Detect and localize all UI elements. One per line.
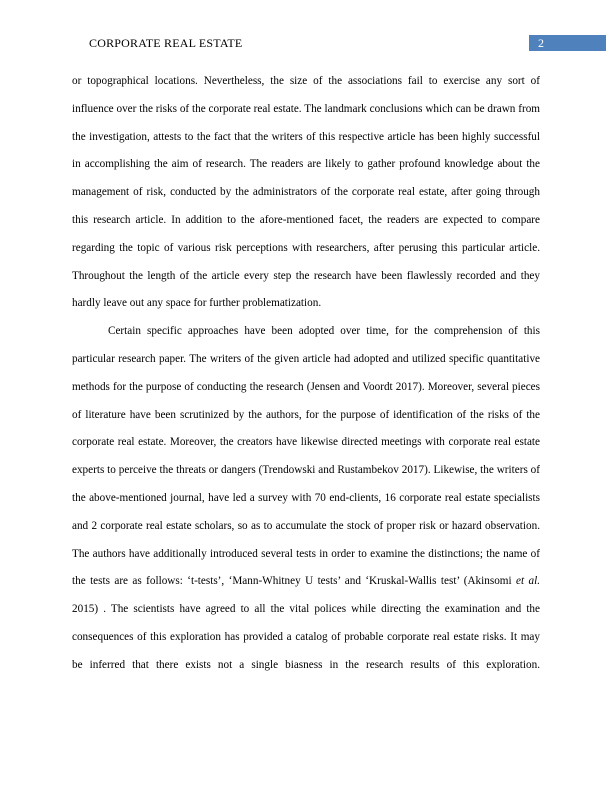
paragraph-text: Certain specific approaches have been adopted over time, for the comprehension of this particular research paper. The writers of the given article had adopted and utilized specific quantitative methods for the purpose of conducting the research (Jensen and Voordt 2017). Moreover, several pieces of literature have been scrutinized by the authors, for the purpose of identification of the risks of the corporate real estate. Moreover, the creators have likewise directed meetings with corporate real estate experts to perceive the threats or dangers (Trendowski and Rustambekov 2017). Likewise, the writers of the above-mentioned journal, have led a survey with 70 end-clients, 16 corporate real estate specialists and 2 corporate real estate scholars, so as to accumulate the stock of proper risk or hazard observation. The authors have additionally introduced several tests in order to examine the distinctions; the name of the tests are as follows: ‘t-tests’, ‘Mann-Whitney U tests’ and ‘Kruskal-Wallis test’ (Akinsomi [72,325,540,588]
paragraph-text-continued: 2015) . The scientists have agreed to all the vital polices while directing the examination and the consequences of this exploration has provided a catalog of probable corporate real estate risks. It may be inferred that there exists not a single biasness in the research results of this exploration. [72,603,540,671]
body-text [72,68,540,680]
citation-et-al: et al. [516,575,540,588]
paragraph-approaches [72,318,540,679]
page-number-bar [529,35,606,51]
running-head: CORPORATE REAL ESTATE [89,36,243,50]
paragraph-continuation: or topographical locations. Nevertheless, the size of the associations fail to exercise any sort of influence over the risks of the corporate real estate. The landmark conclusions which can be drawn from the investigation, attests to the fact that the writers of this respective article has been highly successful in accomplishing the aim of research. The readers are likely to gather profound knowledge about the management of risk, conducted by the administrators of the corporate real estate, after going through this research article. In addition to the afore-mentioned facet, the readers are expected to compare regarding the topic of various risk perceptions with researchers, after perusing this particular article. Throughout the length of the article every step the research have been flawlessly recorded and they hardly leave out any space for further problematization. [72,75,540,310]
page-number: 2 [538,36,544,50]
